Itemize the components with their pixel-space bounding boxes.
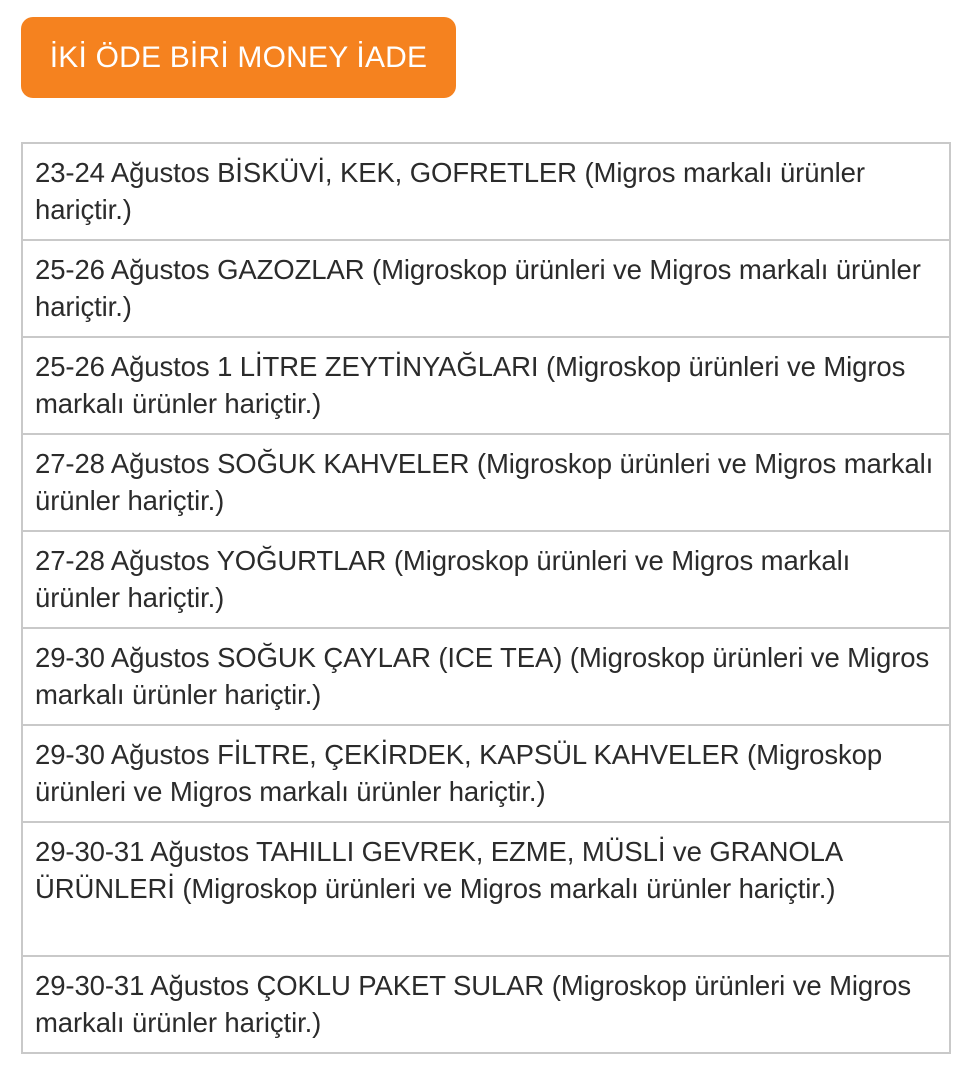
table-row xyxy=(22,956,950,1053)
table-row xyxy=(22,143,950,240)
campaign-cell: 27-28 Ağustos SOĞUK KAHVELER (Migroskop ürünleri ve Migros markalı ürünler hariçtir.) xyxy=(22,434,950,531)
campaign-cell: 29-30-31 Ağustos TAHILLI GEVREK, EZME, MÜSLİ ve GRANOLA ÜRÜNLERİ (Migroskop ürünleri ve Migros markalı ürünler hariçtir.) xyxy=(22,822,950,956)
campaign-cell: 29-30 Ağustos SOĞUK ÇAYLAR (ICE TEA) (Migroskop ürünleri ve Migros markalı ürünler hariçtir.) xyxy=(22,628,950,725)
campaign-cell: 25-26 Ağustos 1 LİTRE ZEYTİNYAĞLARI (Migroskop ürünleri ve Migros markalı ürünler hariçtir.) xyxy=(22,337,950,434)
table-row xyxy=(22,240,950,337)
campaign-cell: 25-26 Ağustos GAZOZLAR (Migroskop ürünleri ve Migros markalı ürünler hariçtir.) xyxy=(22,240,950,337)
campaign-cell: 23-24 Ağustos BİSKÜVİ, KEK, GOFRETLER (Migros markalı ürünler hariçtir.) xyxy=(22,143,950,240)
table-row xyxy=(22,822,950,956)
table-row xyxy=(22,628,950,725)
campaign-cell: 29-30 Ağustos FİLTRE, ÇEKİRDEK, KAPSÜL KAHVELER (Migroskop ürünleri ve Migros markalı ürünler hariçtir.) xyxy=(22,725,950,822)
campaign-cell: 29-30-31 Ağustos ÇOKLU PAKET SULAR (Migroskop ürünleri ve Migros markalı ürünler hariçtir.) xyxy=(22,956,950,1053)
table-row xyxy=(22,337,950,434)
table-row xyxy=(22,725,950,822)
table-row xyxy=(22,531,950,628)
campaign-cell: 27-28 Ağustos YOĞURTLAR (Migroskop ürünleri ve Migros markalı ürünler hariçtir.) xyxy=(22,531,950,628)
campaign-table xyxy=(21,142,951,1054)
promo-badge-label: İKİ ÖDE BİRİ MONEY İADE xyxy=(49,40,428,74)
promo-badge xyxy=(21,17,456,98)
table-row xyxy=(22,434,950,531)
